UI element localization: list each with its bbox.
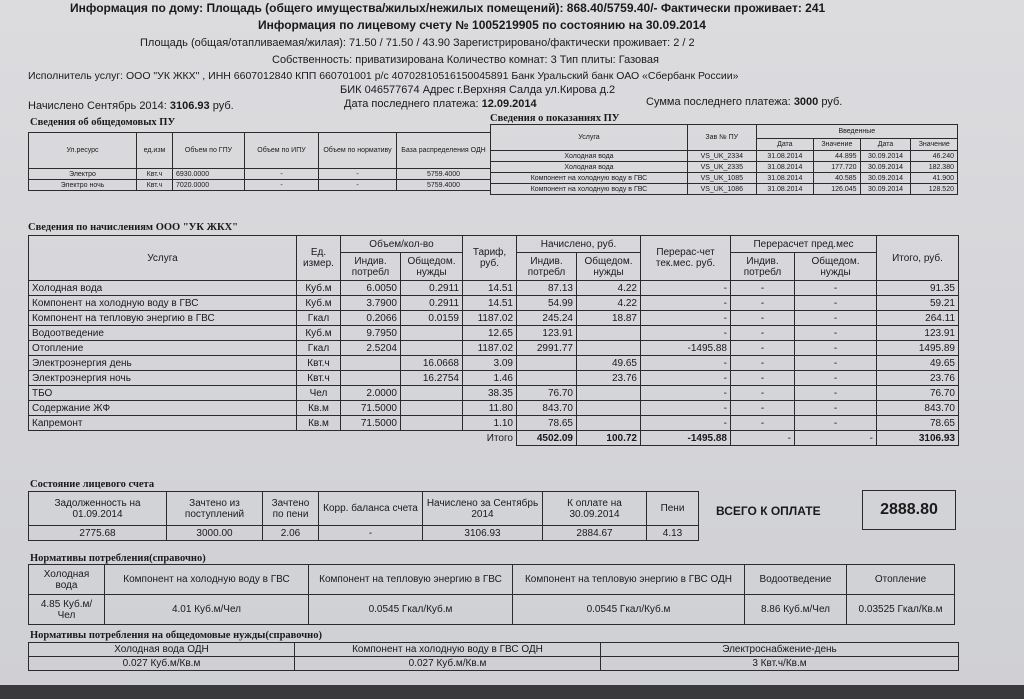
table-row [29, 401, 959, 416]
account-state-title: Состояние лицевого счета [30, 479, 155, 490]
cell: 87.13 [517, 281, 577, 296]
norm-col-heating: Отопление [847, 565, 955, 595]
total-to-pay-value: 2888.80 [880, 501, 938, 518]
cell: 264.11 [877, 311, 959, 326]
cell: 128.520 [911, 184, 958, 195]
cell: 78.65 [517, 416, 577, 431]
cell: Гкал [297, 341, 341, 356]
charged-value: 3106.93 [169, 100, 210, 112]
cell: - [319, 180, 397, 191]
cell: Квт.ч [137, 180, 173, 191]
charged-unit: руб. [212, 100, 234, 112]
cell: 1187.02 [463, 311, 517, 326]
cell: - [731, 401, 795, 416]
total-charged-common: 100.72 [577, 431, 641, 446]
cell [341, 356, 401, 371]
cell: - [731, 326, 795, 341]
cell: - [731, 371, 795, 386]
credited-payments-value: 3000.00 [167, 526, 263, 541]
cell: Куб.м [297, 296, 341, 311]
total-to-pay-label: ВСЕГО К ОПЛАТЕ [716, 504, 821, 518]
cell: - [795, 386, 877, 401]
total-recalc-ind: - [731, 431, 795, 446]
common-norms-title: Нормативы потребления на общедомовые нужды(справочно) [30, 630, 322, 641]
cell: Электро [29, 169, 137, 180]
total-recalc-common: - [795, 431, 877, 446]
charges-body [29, 281, 959, 431]
col-volume-ind: Индив. потребл [341, 253, 401, 281]
cell: - [641, 386, 731, 401]
odn-col-cold-water: Холодная вода ОДН [29, 643, 295, 657]
cell: VS_UK_2335 [687, 162, 756, 173]
norms-table [28, 564, 955, 625]
common-meters-header-row [29, 133, 491, 169]
last-payment-sum-label: Сумма последнего платежа: [646, 96, 791, 108]
penalty-value: 4.13 [647, 526, 699, 541]
col-charged-common: Общедом. нужды [577, 253, 641, 281]
cell: 49.65 [877, 356, 959, 371]
table-row [29, 296, 959, 311]
cell: 31.08.2014 [756, 184, 814, 195]
cell: 31.08.2014 [756, 173, 814, 184]
cell: - [641, 416, 731, 431]
last-payment-sum-line [646, 96, 842, 109]
cell: - [641, 296, 731, 311]
cell: 18.87 [577, 311, 641, 326]
norm-col-drainage: Водоотведение [745, 565, 847, 595]
house-info: Информация по дому: Площадь (общего имущества/жилых/нежилых помещений): 868.40/5759.40/- Фактически проживает: 241 [70, 1, 826, 15]
cell: 7020.0000 [173, 180, 245, 191]
last-payment-sum: 3000 [793, 96, 819, 108]
cell [577, 341, 641, 356]
cell: 49.65 [577, 356, 641, 371]
odn-cold-water: 0.027 Куб.м/Кв.м [29, 657, 295, 671]
cell: - [245, 180, 319, 191]
col-charged-ind: Индив. потребл [517, 253, 577, 281]
cell: - [795, 401, 877, 416]
balance-correction-value: - [319, 526, 423, 541]
cell: - [731, 356, 795, 371]
cell: - [731, 311, 795, 326]
cell: 54.99 [517, 296, 577, 311]
cell [341, 371, 401, 386]
last-payment-unit: руб. [821, 96, 843, 108]
cell: 0.2911 [401, 296, 463, 311]
table-row [491, 162, 958, 173]
norm-heating: 0.03525 Гкал/Кв.м [847, 595, 955, 625]
cell [401, 401, 463, 416]
cell: 123.91 [517, 326, 577, 341]
cell: 16.2754 [401, 371, 463, 386]
cell: 30.09.2014 [860, 184, 911, 195]
cell: - [731, 416, 795, 431]
charged-month-value: 3106.93 [423, 526, 543, 541]
cell: 177.720 [814, 162, 860, 173]
col-volume-ipu: Объем по ИПУ [245, 133, 319, 169]
cell: 30.09.2014 [860, 151, 911, 162]
cell: 41.900 [911, 173, 958, 184]
cell: Кв.м [297, 401, 341, 416]
total-recalc-current: -1495.88 [641, 431, 731, 446]
cell: -1495.88 [641, 341, 731, 356]
cell: 2991.77 [517, 341, 577, 356]
cell: 4.22 [577, 296, 641, 311]
col-credited-penalty: Зачтено по пени [263, 492, 319, 526]
cell: Отопление [29, 341, 297, 356]
cell: 3.09 [463, 356, 517, 371]
cell: 126.045 [814, 184, 860, 195]
cell: Куб.м [297, 281, 341, 296]
cell: Гкал [297, 311, 341, 326]
odn-col-electricity-day: Электроснабжение-день [601, 643, 959, 657]
norm-cold-water: 4.85 Куб.м/Чел [29, 595, 105, 625]
common-meters-table [28, 132, 491, 191]
common-norms-header-row [29, 643, 959, 657]
empty-cell [297, 431, 341, 446]
odn-col-cold-water-hws: Компонент на холодную воду в ГВС ОДН [295, 643, 601, 657]
col-recalc-ind: Индив. потребл [731, 253, 795, 281]
cell: 0.0159 [401, 311, 463, 326]
norm-heat-hws: 0.0545 Гкал/Куб.м [309, 595, 513, 625]
cell: - [319, 169, 397, 180]
cell: 14.51 [463, 281, 517, 296]
col-charged-month: Начислено за Сентябрь 2014 [423, 492, 543, 526]
col-service: Услуга [491, 125, 688, 151]
cell: - [731, 386, 795, 401]
account-state-header-row [29, 492, 699, 526]
col-service: Услуга [29, 236, 297, 281]
col-value-1: Значение [814, 139, 860, 151]
col-tariff: Тариф, руб. [463, 236, 517, 281]
cell: - [795, 356, 877, 371]
cell: 6930.0000 [173, 169, 245, 180]
cell: 46.240 [911, 151, 958, 162]
col-volume-common: Общедом. нужды [401, 253, 463, 281]
norm-heat-hws-odn: 0.0545 Гкал/Куб.м [513, 595, 745, 625]
to-pay-value: 2884.67 [543, 526, 647, 541]
cell: 2.0000 [341, 386, 401, 401]
cell: 6.0050 [341, 281, 401, 296]
cell: 5759.4000 [397, 180, 491, 191]
cell: 843.70 [877, 401, 959, 416]
col-charged: Начислено, руб. [517, 236, 641, 253]
table-row [29, 311, 959, 326]
bik-address: БИК 046577674 Адрес г.Верхняя Салда ул.Кирова д.2 [340, 84, 616, 96]
cell: 5759.4000 [397, 169, 491, 180]
cell: - [641, 326, 731, 341]
cell: - [245, 169, 319, 180]
cell: Квт.ч [137, 169, 173, 180]
provider-info: Исполнитель услуг: ООО "УК ЖКХ" , ИНН 6607012840 КПП 660701001 р/с 40702810516150045891 Банк Уральский банк ОАО «Сбербанк России» [28, 70, 739, 82]
col-recalc-current: Перерас-чет тек.мес. руб. [641, 236, 731, 281]
cell: Компонент на холодную воду в ГВС [491, 173, 688, 184]
cell: Компонент на холодную воду в ГВС [491, 184, 688, 195]
cell: Холодная вода [491, 151, 688, 162]
cell [401, 341, 463, 356]
cell: VS_UK_2334 [687, 151, 756, 162]
total-label: Итого [486, 432, 513, 444]
cell: 16.0668 [401, 356, 463, 371]
cell: 182.380 [911, 162, 958, 173]
ownership-info: Собственность: приватизирована Количество комнат: 3 Тип плиты: Газовая [272, 54, 659, 66]
cell: - [795, 371, 877, 386]
cell: - [795, 326, 877, 341]
table-row [29, 326, 959, 341]
table-row [29, 371, 959, 386]
cell: Содержание ЖФ [29, 401, 297, 416]
table-row [29, 356, 959, 371]
charged-label: Начислено Сентябрь 2014: [28, 100, 167, 112]
cell: 76.70 [877, 386, 959, 401]
col-balance-correction: Корр. баланса счета [319, 492, 423, 526]
debt-value: 2775.68 [29, 526, 167, 541]
cell [517, 371, 577, 386]
norm-col-cold-water: Холодная вода [29, 565, 105, 595]
cell [401, 386, 463, 401]
meter-header-row-1 [491, 125, 958, 139]
cell: 14.51 [463, 296, 517, 311]
cell: - [641, 401, 731, 416]
common-norms-values-row [29, 657, 959, 671]
meter-readings-title: Сведения о показаниях ПУ [490, 113, 620, 124]
cell: - [641, 371, 731, 386]
cell: VS_UK_1086 [687, 184, 756, 195]
col-to-pay: К оплате на 30.09.2014 [543, 492, 647, 526]
cell: 245.24 [517, 311, 577, 326]
cell: Электроэнергия день [29, 356, 297, 371]
col-recalc-previous: Перерасчет пред.мес [731, 236, 877, 253]
table-row [29, 169, 491, 180]
table-row [29, 386, 959, 401]
charges-total-row [29, 431, 959, 446]
empty-cell [401, 431, 463, 446]
cell: ТБО [29, 386, 297, 401]
cell: Холодная вода [491, 162, 688, 173]
table-row [29, 180, 491, 191]
credited-penalty-value: 2.06 [263, 526, 319, 541]
cell: 12.65 [463, 326, 517, 341]
table-row [29, 281, 959, 296]
charges-table [28, 235, 959, 446]
cell: Кв.м [297, 416, 341, 431]
cell: - [641, 311, 731, 326]
cell [577, 401, 641, 416]
col-value-2: Значение [911, 139, 958, 151]
cell: 123.91 [877, 326, 959, 341]
empty-cell [341, 431, 401, 446]
cell [401, 326, 463, 341]
cell: 23.76 [577, 371, 641, 386]
table-row [491, 151, 958, 162]
charges-title: Сведения по начислениям ООО "УК ЖКХ" [28, 222, 239, 233]
total-charged-ind: 4502.09 [517, 431, 577, 446]
account-state-table [28, 491, 699, 541]
last-payment-date-label: Дата последнего платежа: [344, 98, 479, 110]
cell: - [641, 281, 731, 296]
cell [577, 386, 641, 401]
cell [577, 416, 641, 431]
odn-cold-water-hws: 0.027 Куб.м/Кв.м [295, 657, 601, 671]
cell: Квт.ч [297, 356, 341, 371]
col-penalty: Пени [647, 492, 699, 526]
table-row [29, 416, 959, 431]
odn-electricity-day: 3 Квт.ч/Кв.м [601, 657, 959, 671]
norms-header-row [29, 565, 955, 595]
charges-header-row-1 [29, 236, 959, 253]
cell: Холодная вода [29, 281, 297, 296]
cell: 31.08.2014 [756, 151, 814, 162]
cell: 1495.89 [877, 341, 959, 356]
area-info: Площадь (общая/отапливаемая/жилая): 71.50 / 71.50 / 43.90 Зарегистрировано/фактически проживает: 2 / 2 [140, 37, 695, 49]
total-sum: 3106.93 [877, 431, 959, 446]
meter-readings-table [490, 124, 958, 195]
col-unit: Ед. измер. [297, 236, 341, 281]
col-volume: Объем/кол-во [341, 236, 463, 253]
cell [517, 356, 577, 371]
col-entered: Введенные [756, 125, 957, 139]
last-payment-date-line [344, 98, 537, 111]
cell: 91.35 [877, 281, 959, 296]
cell: Водоотведение [29, 326, 297, 341]
cell: 1.10 [463, 416, 517, 431]
last-payment-date: 12.09.2014 [481, 98, 537, 110]
cell: 40.585 [814, 173, 860, 184]
norm-col-heat-hws: Компонент на тепловую энергию в ГВС [309, 565, 513, 595]
col-volume-norm: Объем по нормативу [319, 133, 397, 169]
col-date-1: Дата [756, 139, 814, 151]
col-date-2: Дата [860, 139, 911, 151]
cell: VS_UK_1085 [687, 173, 756, 184]
norm-col-cold-water-hws: Компонент на холодную воду в ГВС [105, 565, 309, 595]
cell: Квт.ч [297, 371, 341, 386]
cell: 0.2911 [401, 281, 463, 296]
table-row [491, 184, 958, 195]
empty-cell [29, 431, 297, 446]
cell: 1187.02 [463, 341, 517, 356]
cell: 23.76 [877, 371, 959, 386]
cell [401, 416, 463, 431]
cell: Капремонт [29, 416, 297, 431]
col-volume-gpu: Объем по ГПУ [173, 133, 245, 169]
cell: 76.70 [517, 386, 577, 401]
col-debt: Задолженность на 01.09.2014 [29, 492, 167, 526]
cell: - [795, 341, 877, 356]
cell: 78.65 [877, 416, 959, 431]
cell: 4.22 [577, 281, 641, 296]
cell: 30.09.2014 [860, 173, 911, 184]
cell: - [795, 296, 877, 311]
cell: - [641, 356, 731, 371]
cell: Куб.м [297, 326, 341, 341]
cell: - [731, 281, 795, 296]
account-title: Информация по лицевому счету № 1005219905 по состоянию на 30.09.2014 [258, 18, 706, 32]
cell: Электроэнергия ночь [29, 371, 297, 386]
norm-col-heat-hws-odn: Компонент на тепловую энергию в ГВС ОДН [513, 565, 745, 595]
common-meters-title: Сведения об общедомовых ПУ [30, 117, 176, 128]
norms-values-row [29, 595, 955, 625]
cell: - [731, 296, 795, 311]
total-to-pay-box [862, 490, 956, 530]
cell: 71.5000 [341, 401, 401, 416]
cell: 9.7950 [341, 326, 401, 341]
cell: - [795, 416, 877, 431]
cell: Электро ночь [29, 180, 137, 191]
cell: - [795, 281, 877, 296]
col-unit: ед.изм [137, 133, 173, 169]
cell: Компонент на холодную воду в ГВС [29, 296, 297, 311]
common-norms-table [28, 642, 959, 671]
col-credited-payments: Зачтено из поступлений [167, 492, 263, 526]
table-row [491, 173, 958, 184]
cell: 0.2066 [341, 311, 401, 326]
cell: 31.08.2014 [756, 162, 814, 173]
cell: 44.895 [814, 151, 860, 162]
cell: 2.5204 [341, 341, 401, 356]
cell: 1.46 [463, 371, 517, 386]
cell: Компонент на тепловую энергию в ГВС [29, 311, 297, 326]
col-odn-base: База распределения ОДН [397, 133, 491, 169]
cell: 59.21 [877, 296, 959, 311]
norms-title: Нормативы потребления(справочно) [30, 553, 206, 564]
account-state-values-row [29, 526, 699, 541]
cell: 843.70 [517, 401, 577, 416]
col-total: Итого, руб. [877, 236, 959, 281]
cell: Чел [297, 386, 341, 401]
col-meter-number: Зав № ПУ [687, 125, 756, 151]
cell: 71.5000 [341, 416, 401, 431]
cell [577, 326, 641, 341]
col-recalc-common: Общедом. нужды [795, 253, 877, 281]
cell: 38.35 [463, 386, 517, 401]
cell: - [795, 311, 877, 326]
col-resource: Ул.ресурс [29, 133, 137, 169]
cell: 30.09.2014 [860, 162, 911, 173]
norm-drainage: 8.86 Куб.м/Чел [745, 595, 847, 625]
cell: 3.7900 [341, 296, 401, 311]
cell: - [731, 341, 795, 356]
table-row [29, 341, 959, 356]
cell: 11.80 [463, 401, 517, 416]
norm-cold-water-hws: 4.01 Куб.м/Чел [105, 595, 309, 625]
charged-line [28, 100, 234, 113]
